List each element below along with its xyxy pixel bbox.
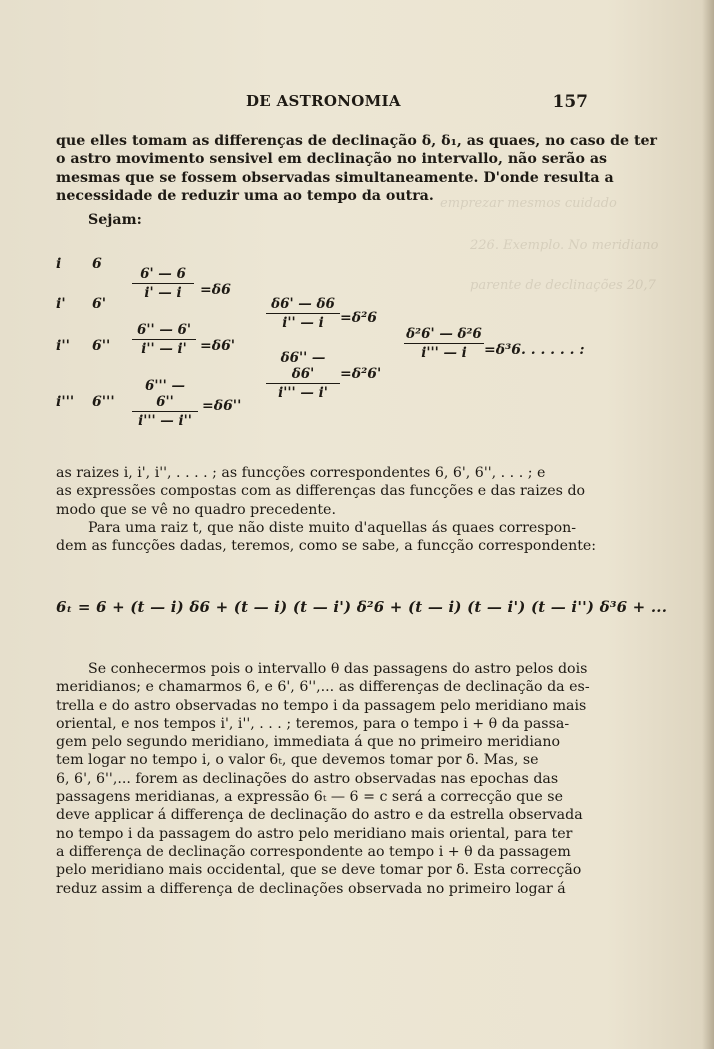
fn-6-1: 6'	[92, 296, 107, 312]
text-line: no tempo i da passagem do astro pelo meridiano mais oriental, para ter	[56, 825, 573, 842]
text-line: Para uma raiz t, que não diste muito d'aquellas ás quaes correspon-	[88, 519, 577, 536]
text-line: 6, 6', 6'',... forem as declinações do astro observadas nas epochas das	[56, 770, 559, 787]
denominator: i'' — i'	[141, 341, 187, 357]
text-line: as raizes i, i', i'', . . . . ; as funcções correspondentes 6, 6', 6'', . . . ; e	[56, 465, 546, 481]
result-delta6: =δ6	[200, 282, 231, 298]
page-header	[56, 92, 588, 114]
paragraph-meridians	[56, 660, 596, 898]
text-line: deve applicar á differença de declinação do astro e da estrella observada	[56, 807, 583, 824]
root-i: i	[56, 256, 62, 272]
interpolation-formula: 6ₜ = 6 + (t — i) δ6 + (t — i) (t — i') δ²6 + (t — i) (t — i') (t — i'') δ³6 + ...	[56, 598, 668, 616]
text-line: mesmas que se fossem observadas simultaneamente. D'onde resulta a	[56, 169, 614, 186]
third-difference	[404, 326, 484, 361]
paragraph-intro	[56, 132, 658, 205]
text-line: o astro movimento sensivel em declinação no intervallo, não serão as	[56, 151, 608, 168]
bleed-through-text: 226. Exemplo. No meridiano	[470, 238, 659, 253]
denominator: i'' — i	[282, 315, 324, 331]
first-difference-3	[132, 378, 198, 429]
fn-6-3: 6'''	[92, 394, 115, 410]
fn-6: 6	[92, 256, 102, 272]
result-delta2-6-1: =δ²6'	[340, 366, 382, 382]
denominator: i' — i	[144, 285, 182, 301]
text-line: meridianos; e chamarmos 6, e 6', 6'',... as differenças de declinação da es-	[56, 679, 590, 696]
root-i1: i'	[56, 296, 66, 312]
numerator: 6'' — 6'	[136, 322, 192, 338]
text-line: gem pelo segundo meridiano, immediata á que no primeiro meridiano	[56, 734, 561, 751]
text-line: tem logar no tempo i, o valor 6ₜ, que devemos tomar por δ. Mas, se	[56, 752, 539, 769]
text-line: necessidade de reduzir uma ao tempo da outra.	[56, 187, 434, 204]
numerator: δ²6' — δ²6	[406, 326, 482, 342]
paragraph-roots	[56, 464, 596, 555]
numerator: 6' — 6	[140, 266, 186, 282]
root-i2: i''	[56, 338, 70, 354]
text-line: modo que se vê no quadro precedente.	[56, 501, 336, 518]
result-delta6-2: =δ6''	[202, 398, 242, 414]
text-line: que elles tomam as differenças de declinação δ, δ₁, as quaes, no caso de ter	[56, 133, 658, 149]
bleed-through-text: emprezar mesmos cuidado	[440, 196, 617, 211]
text-line: trella e do astro observadas no tempo i da passagem pelo meridiano mais	[56, 697, 587, 714]
text-line: passagens meridianas, a expressão 6ₜ — 6 = c será a correcção que se	[56, 789, 563, 806]
text-line: dem as funcções dadas, teremos, como se sabe, a funcção correspondente:	[56, 538, 597, 555]
result-delta3-6: =δ³6. . . . . . :	[484, 342, 585, 358]
text-line: as expressões compostas com as differenças das funcções e das raizes do	[56, 483, 586, 500]
first-difference-1	[132, 266, 194, 301]
denominator: i''' — i''	[138, 413, 192, 429]
result-delta2-6: =δ²6	[340, 310, 377, 326]
first-difference-2	[132, 322, 196, 357]
bleed-through-text: parente de declinações 20,7	[470, 278, 656, 293]
numerator: δ6'' — δ6'	[280, 350, 326, 382]
fn-6-2: 6''	[92, 338, 111, 354]
second-difference-1	[266, 296, 340, 331]
page-number: 157	[552, 92, 588, 112]
text-line: reduz assim a differença de declinações observada no primeiro logar á	[56, 880, 566, 897]
text-line: Se conhecermos pois o intervallo θ das passagens do astro pelos dois	[88, 661, 588, 677]
numerator: δ6' — δ6	[271, 296, 335, 312]
running-head: DE ASTRONOMIA	[246, 92, 401, 110]
sejam-label: Sejam:	[88, 212, 142, 228]
numerator: 6''' — 6''	[145, 378, 185, 410]
text-line: oriental, e nos tempos i', i'', . . . ; teremos, para o tempo i + θ da passa-	[56, 715, 570, 732]
text-line: pelo meridiano mais occidental, que se deve tomar por δ. Esta correcção	[56, 862, 582, 879]
denominator: i''' — i	[421, 345, 467, 361]
text-line: a differença de declinação correspondente ao tempo i + θ da passagem	[56, 843, 571, 860]
page-edge-shadow	[702, 0, 714, 1049]
result-delta6-1: =δ6'	[200, 338, 236, 354]
denominator: i''' — i'	[278, 385, 328, 401]
second-difference-2	[266, 350, 340, 401]
root-i3: i'''	[56, 394, 75, 410]
